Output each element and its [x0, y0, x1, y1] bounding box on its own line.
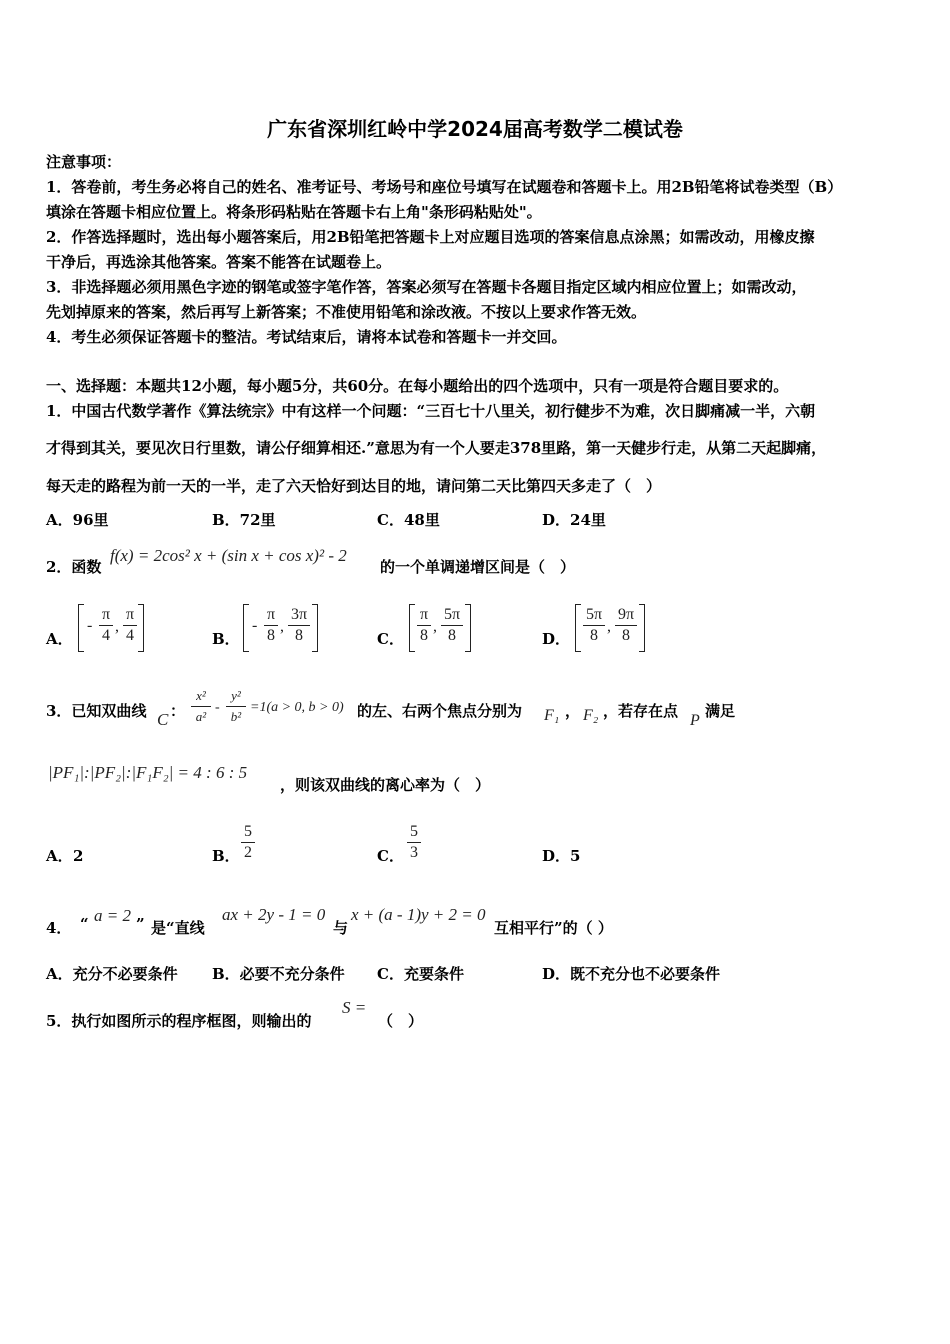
bracket-left: [243, 604, 249, 652]
question-3-suffix: ，则该双曲线的离心率为（ ）: [280, 776, 491, 794]
question-3-option-a-value: 2: [73, 847, 84, 865]
fraction: π 8: [417, 605, 431, 646]
bracket-left: [575, 604, 581, 652]
minus-sign: -: [252, 617, 258, 634]
question-3-option-d-value: 5: [570, 847, 581, 865]
question-2-prefix: 2．函数: [46, 558, 102, 576]
question-4-option-b: B．必要不充分条件: [212, 965, 345, 983]
question-3-prefix: 3．已知双曲线: [46, 702, 147, 720]
question-4-option-a: A．充分不必要条件: [46, 965, 178, 983]
separator: ，: [565, 702, 581, 720]
curve-name: C: [157, 710, 169, 729]
question-2-suffix: 的一个单调递增区间是（ ）: [380, 558, 576, 576]
question-1-text: 1．中国古代数学著作《算法统宗》中有这样一个问题：“三百七十八里关，初行健步不为难，次日脚痛减一半，六朝: [46, 402, 816, 420]
question-3-label-b: B．: [212, 847, 240, 865]
question-1-option-d: D．24里: [542, 511, 606, 529]
notice-line: 填涂在答题卡相应位置上。将条形码粘贴在答题卡右上角"条形码粘贴处"。: [46, 203, 542, 221]
question-2-label-a: A．: [46, 630, 73, 648]
question-3-label-d: D．: [542, 847, 571, 865]
fraction: π 4: [123, 605, 137, 646]
fraction: 9π 8: [615, 605, 637, 646]
comma: ,: [433, 618, 437, 635]
notice-line: 先划掉原来的答案，然后再写上新答案；不准使用铅笔和涂改液。不按以上要求作答无效。: [46, 303, 647, 321]
notice-line: 2．作答选择题时，选出每小题答案后，用2B铅笔把答题卡上对应题目选项的答案信息点涂黑；如需改动，用橡皮擦: [46, 228, 815, 246]
question-3-label-c: C．: [377, 847, 404, 865]
fraction: π 8: [264, 605, 278, 646]
bracket-left: [78, 604, 84, 652]
notice-line: 干净后，再选涂其他答案。答案不能答在试题卷上。: [46, 253, 392, 271]
colon: ：: [170, 702, 186, 720]
quote-close: ”: [136, 915, 145, 933]
fraction: 5π 8: [583, 605, 605, 646]
bracket-right: [465, 604, 471, 652]
bracket-right: [639, 604, 645, 652]
focus-f1: F₁: [544, 707, 560, 724]
bracket-right: [312, 604, 318, 652]
question-1-option-a: A．96里: [46, 511, 109, 529]
question-2-formula: f(x) = 2cos² x + (sin x + cos x)² - 2: [110, 546, 347, 565]
section-heading: 一、选择题：本题共12小题，每小题5分，共60分。在每小题给出的四个选项中，只有一项是符合题目要求的。: [46, 377, 789, 395]
focus-f2: F₂: [583, 707, 599, 724]
question-4-option-c: C．充要条件: [377, 965, 464, 983]
question-2-label-c: C．: [377, 630, 404, 648]
question-4-prefix: 4．: [46, 919, 72, 937]
question-4-text: 互相平行”的（ ）: [494, 919, 613, 937]
question-3-label-a: A．: [46, 847, 73, 865]
question-3-text: 满足: [705, 702, 736, 720]
quote-open: “: [80, 915, 89, 933]
fraction: 5 3: [407, 822, 421, 863]
comma: ,: [280, 618, 284, 635]
question-4-option-d: D．既不充分也不必要条件: [542, 965, 721, 983]
notice-line: 4．考生必须保证答题卡的整洁。考试结束后，请将本试卷和答题卡一并交回。: [46, 328, 567, 346]
question-4-text: 是“直线: [151, 919, 205, 937]
point-p: P: [690, 712, 700, 729]
condition-a-equals-2: a = 2: [94, 906, 131, 925]
exam-title: 广东省深圳红岭中学2024届高考数学二模试卷: [267, 117, 683, 141]
question-1-option-c: C．48里: [377, 511, 440, 529]
bracket-left: [409, 604, 415, 652]
comma: ,: [115, 618, 119, 635]
notice-line: 1．答卷前，考生务必将自己的姓名、准考证号、考场号和座位号填写在试题卷和答题卡上。用2B铅笔将试卷类型（B）: [46, 178, 843, 196]
line-1-equation: ax + 2y - 1 = 0: [222, 905, 326, 924]
question-5-text: 5．执行如图所示的程序框图，则输出的: [46, 1012, 312, 1030]
minus-sign: -: [215, 700, 220, 715]
fraction: 5 2: [241, 822, 255, 863]
comma: ,: [607, 618, 611, 635]
question-3-text: 的左、右两个焦点分别为: [357, 702, 523, 720]
question-1-text: 每天走的路程为前一天的一半，走了六天恰好到达目的地，请问第二天比第四天多走了（ ）: [46, 477, 662, 495]
question-2-label-b: B．: [212, 630, 240, 648]
line-2-equation: x + (a - 1)y + 2 = 0: [351, 905, 486, 924]
fraction: 3π 8: [288, 605, 310, 646]
question-1-option-b: B．72里: [212, 511, 276, 529]
question-4-text: 与: [333, 919, 349, 937]
fraction-x2-a2: x² a²: [191, 686, 211, 727]
question-5-suffix: （ ）: [378, 1012, 424, 1030]
hyperbola-condition: =1(a > 0, b > 0): [250, 700, 344, 715]
fraction-y2-b2: y² b²: [226, 686, 246, 727]
output-variable-s: S =: [342, 998, 367, 1017]
question-2-label-d: D．: [542, 630, 571, 648]
bracket-right: [138, 604, 144, 652]
fraction: 5π 8: [441, 605, 463, 646]
notice-line: 3．非选择题必须用黑色字迹的钢笔或签字笔作答，答案必须写在答题卡各题目指定区域内相应位置上；如需改动，: [46, 278, 807, 296]
distance-ratio: |PF₁|:|PF₂|:|F₁F₂| = 4 : 6 : 5: [48, 763, 248, 782]
question-3-text: ，若存在点: [603, 702, 679, 720]
notice-heading: 注意事项：: [46, 153, 122, 171]
fraction: π 4: [99, 605, 113, 646]
minus-sign: -: [87, 617, 93, 634]
question-1-text: 才得到其关，要见次日行里数，请公仔细算相还.”意思为有一个人要走378里路，第一天健步行走，从第二天起脚痛，: [46, 439, 827, 457]
